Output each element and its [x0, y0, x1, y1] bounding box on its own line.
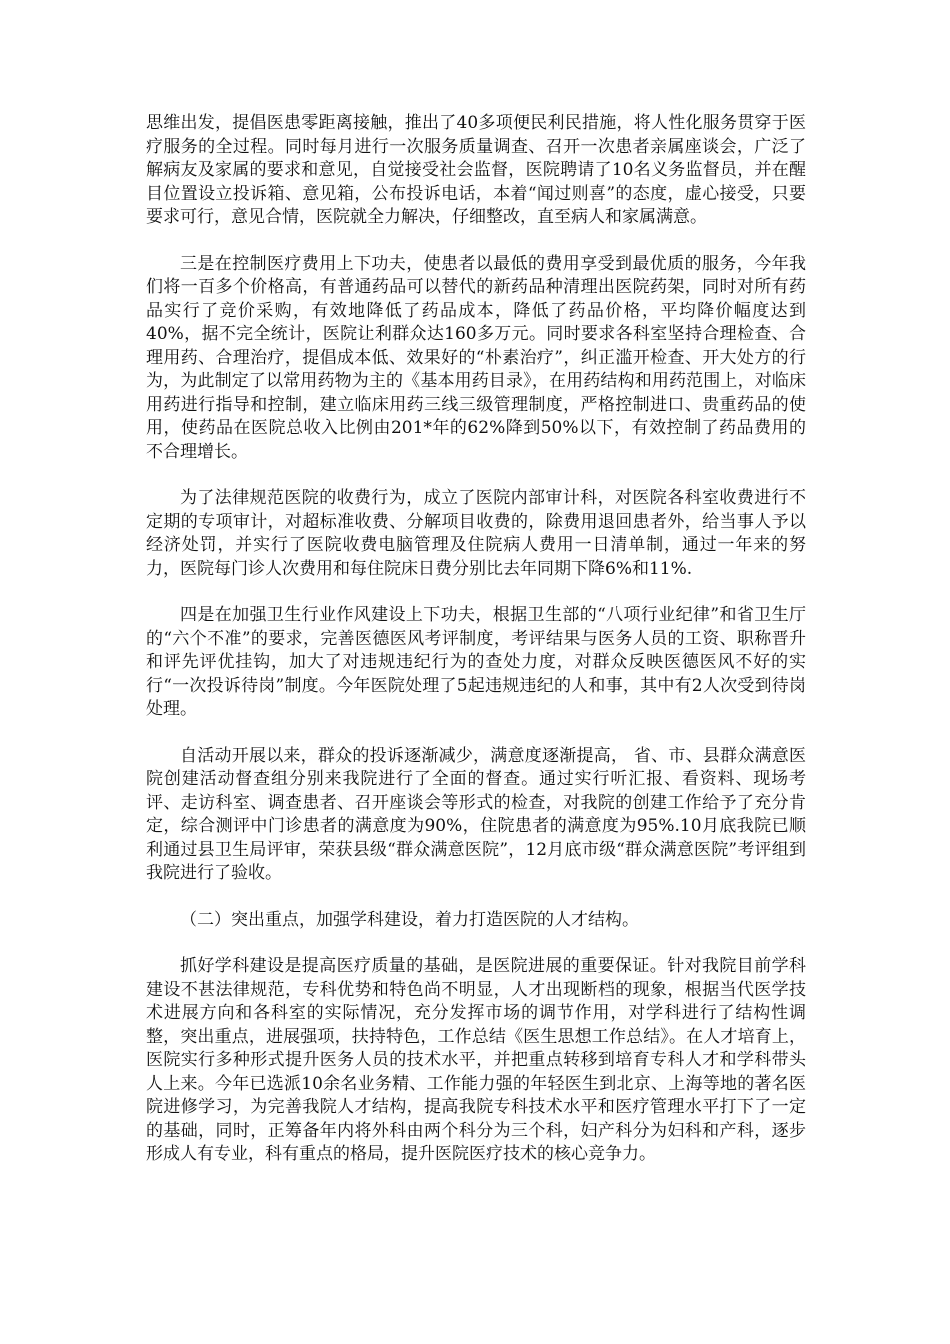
paragraph-continuation: 思维出发，提倡医患零距离接触，推出了40多项便民利民措施，将人性化服务贯穿于医疗服务的全过程。同时每月进行一次服务质量调查、召开一次患者亲属座谈会，广泛了解病友及家属的要求和意见，自觉接受社会监督，医院聘请了10名义务监督员，并在醒目位置设立投诉箱、意见箱，公布投诉电话，本着“闻过则喜”的态度，虚心接受，只要要求可行，意见合情，医院就全力解决，仔细整改，直至病人和家属满意。	[146, 113, 806, 227]
paragraph-work-style: 四是在加强卫生行业作风建设上下功夫，根据卫生部的“八项行业纪律”和省卫生厅的“六个不准”的要求，完善医德医风考评制度，考评结果与医务人员的工资、职称晋升和评先评优挂钩，加大了对违规违纪行为的查处力度，对群众反映医德医风不好的实行“一次投诉待岗”制度。今年医院处理了5起违规违纪的人和事，其中有2人次受到待岗处理。	[146, 605, 806, 719]
section-heading: （二）突出重点，加强学科建设，着力打造医院的人才结构。	[180, 909, 639, 930]
paragraph-fee-regulation: 为了法律规范医院的收费行为，成立了医院内部审计科，对医院各科室收费进行不定期的专项审计，对超标准收费、分解项目收费的，除费用退回患者外，给当事人予以经济处罚，并实行了医院收费电脑管理及住院病人费用一日清单制，通过一年来的努力，医院每门诊人次费用和每住院床日费分别比去年同期下降6%和11%.	[146, 488, 806, 579]
paragraph-discipline-building: 抓好学科建设是提高医疗质量的基础，是医院进展的重要保证。针对我院目前学科建设不甚法律规范，专科优势和特色尚不明显，人才出现断档的现象，根据当代医学技术进展方向和各科室的实际情况，充分发挥市场的调节作用，对学科进行了结构性调整，突出重点，进展强项，扶持特色，工作总结《医生思想工作总结》。在人才培育上，医院实行多种形式提升医务人员的技术水平，并把重点转移到培育专科人才和学科带头人上来。今年已选派10余名业务精、工作能力强的年轻医生到北京、上海等地的著名医院进修学习，为完善我院人才结构，提高我院专科技术水平和医疗管理水平打下了一定的基础，同时，正筹备年内将外科由两个科分为三个科，妇产科分为妇科和产科，逐步形成人有专业，科有重点的格局，提升医院医疗技术的核心竞争力。	[146, 956, 806, 1164]
paragraph-satisfaction: 自活动开展以来，群众的投诉逐渐减少，满意度逐渐提高， 省、市、县群众满意医院创建活动督查组分别来我院进行了全面的督查。通过实行听汇报、看资料、现场考评、走访科室、调查患者、召开座谈会等形式的检查，对我院的创建工作给予了充分肯定，综合测评中门诊患者的满意度为90%，住院患者的满意度为95%.10月底我院已顺利通过县卫生局评审，荣获县级“群众满意医院”，12月底市级“群众满意医院”考评组到我院进行了验收。	[146, 745, 806, 883]
paragraph-cost-control: 三是在控制医疗费用上下功夫，使患者以最低的费用享受到最优质的服务，今年我们将一百多个价格高，有普通药品可以替代的新药品种清理出医院药架，同时对所有药品实行了竞价采购，有效地降低了药品成本，降低了药品价格，平均降价幅度达到40%，据不完全统计，医院让利群众达160多万元。同时要求各科室坚持合理检查、合理用药、合理治疗，提倡成本低、效果好的“朴素治疗”，纠正滥开检查、开大处方的行为，为此制定了以常用药物为主的《基本用药目录》，在用药结构和用药范围上，对临床用药进行指导和控制，建立临床用药三线三级管理制度，严格控制进口、贵重药品的使用，使药品在医院总收入比例由201*年的62%降到50%以下，有效控制了药品费用的不合理增长。	[146, 253, 806, 462]
document-body	[146, 112, 806, 1190]
